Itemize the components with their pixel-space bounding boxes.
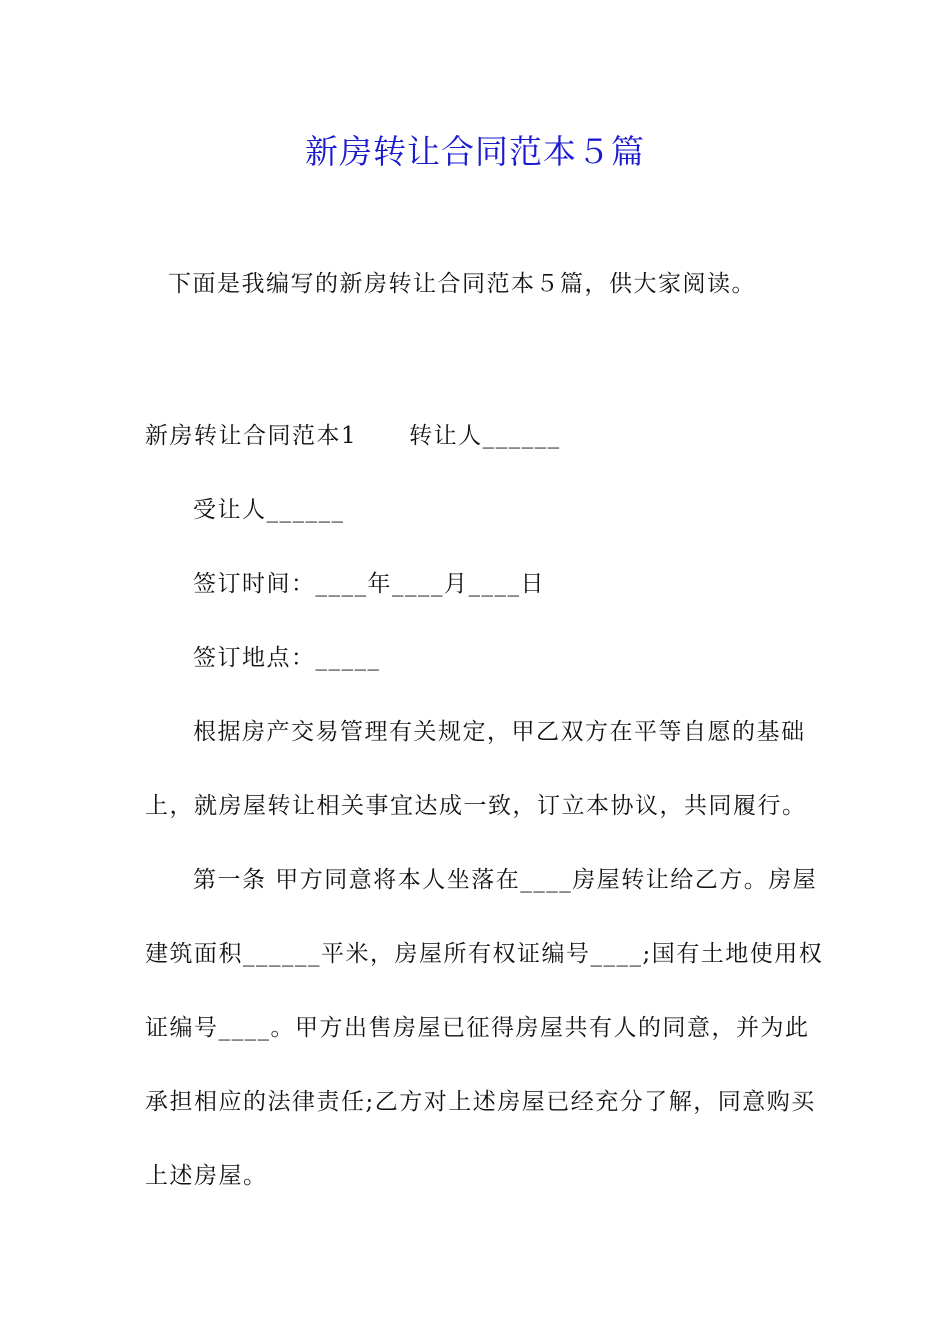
paragraph-line: 上，就房屋转让相关事宜达成一致，订立本协议，共同履行。 <box>145 793 807 819</box>
intro-paragraph: 下面是我编写的新房转让合同范本５篇，供大家阅读。 <box>168 271 756 297</box>
article-line: 第一条 甲方同意将本人坐落在____房屋转让给乙方。房屋 <box>193 867 818 893</box>
section-heading: 新房转让合同范本1 <box>145 423 358 449</box>
transferor-field: 转让人______ <box>409 423 561 449</box>
document-title: 新房转让合同范本５篇 <box>305 132 645 171</box>
article-line: 证编号____。甲方出售房屋已征得房屋共有人的同意，并为此 <box>145 1015 810 1041</box>
section-heading-row <box>145 418 561 454</box>
sign-place-field: 签订地点：_____ <box>193 645 381 671</box>
transferee-field: 受让人______ <box>193 497 345 523</box>
article-line: 上述房屋。 <box>145 1163 268 1189</box>
sign-time-field: 签订时间：____年____月____日 <box>193 571 545 597</box>
article-line: 建筑面积______平米，房屋所有权证编号____;国有土地使用权 <box>145 941 824 967</box>
paragraph-line: 根据房产交易管理有关规定，甲乙双方在平等自愿的基础 <box>193 719 806 745</box>
article-line: 承担相应的法律责任;乙方对上述房屋已经充分了解，同意购买 <box>145 1089 816 1115</box>
